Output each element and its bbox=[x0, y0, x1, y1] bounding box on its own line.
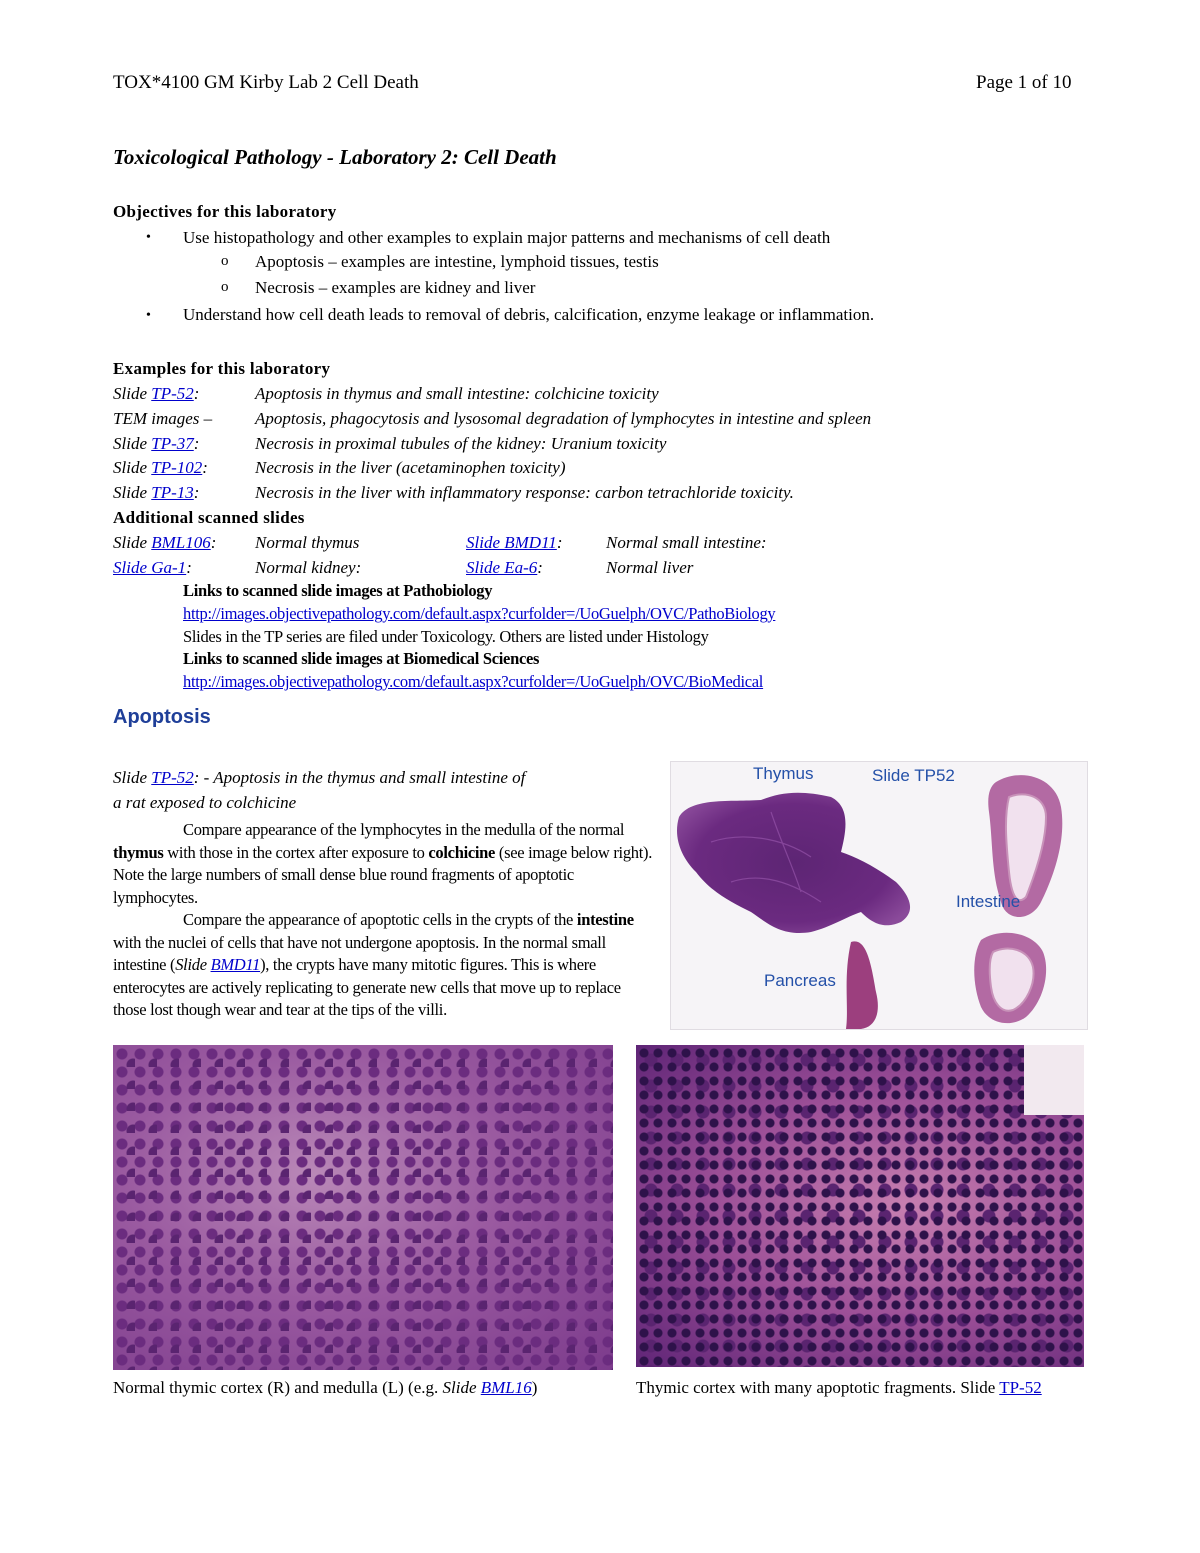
document-title: Toxicological Pathology - Laboratory 2: Cell Death bbox=[113, 145, 557, 169]
pathobiology-note: Slides in the TP series are filed under Toxicology. Others are listed under Histology bbox=[183, 627, 709, 646]
running-header-left: TOX*4100 GM Kirby Lab 2 Cell Death bbox=[113, 72, 419, 93]
biomedical-link[interactable]: http://images.objectivepathology.com/default.aspx?curfolder=/UoGuelph/OVC/BioMedical bbox=[183, 672, 764, 691]
objective-item: Use histopathology and other examples to explain major patterns and mechanisms of cell death bbox=[183, 228, 831, 247]
apoptosis-slide-line-2: a rat exposed to colchicine bbox=[113, 793, 297, 812]
image-white-corner bbox=[1024, 1045, 1084, 1115]
slide-link-ea6[interactable]: Slide Ea-6 bbox=[466, 558, 538, 577]
label-thymus: Thymus bbox=[753, 764, 814, 783]
additional-heading: Additional scanned slides bbox=[113, 508, 305, 527]
additional-row: Slide Ga-1: bbox=[113, 558, 192, 577]
slide-link-tp52-caption[interactable]: TP-52 bbox=[999, 1378, 1042, 1397]
pathobiology-link[interactable]: http://images.objectivepathology.com/default.aspx?curfolder=/UoGuelph/OVC/PathoBiology bbox=[183, 604, 776, 623]
slide-link-bml16[interactable]: BML16 bbox=[480, 1378, 532, 1397]
example-desc: Apoptosis in thymus and small intestine: colchicine toxicity bbox=[255, 384, 659, 403]
examples-heading: Examples for this laboratory bbox=[113, 359, 331, 378]
slide-link-tp13[interactable]: TP-13 bbox=[151, 483, 194, 502]
slide-link-tp37[interactable]: TP-37 bbox=[151, 434, 194, 453]
caption-left: Normal thymic cortex (R) and medulla (L) (e.g. Slide BML16) bbox=[113, 1378, 538, 1397]
apoptosis-slide-line: Slide TP-52: - Apoptosis in the thymus and small intestine of bbox=[113, 768, 526, 787]
example-desc: Necrosis in the liver (acetaminophen toxicity) bbox=[255, 458, 566, 477]
pathobiology-heading: Links to scanned slide images at Pathobiology bbox=[183, 581, 493, 600]
label-pancreas: Pancreas bbox=[764, 971, 836, 990]
page-number: Page 1 of 10 bbox=[976, 72, 1072, 93]
apoptosis-paragraph-2: Compare the appearance of apoptotic cells in the crypts of the intestine with the nuclei of cells that have not undergone apoptosis. In the normal small intestine (Slide BMD11), the crypts have many mitotic figures. This is where enterocytes are actively replicating to generate new cells that move up to replace those lost though wear and tear at the tips of the villi. bbox=[113, 910, 634, 1020]
objective-subitem: Necrosis – examples are kidney and liver bbox=[255, 278, 536, 297]
example-row: TEM images – bbox=[113, 409, 213, 428]
pancreas-tissue bbox=[846, 941, 878, 1029]
bullet-icon: • bbox=[146, 308, 151, 323]
additional-row: Slide BML106: bbox=[113, 533, 217, 552]
overview-slide-figure bbox=[671, 762, 1087, 1029]
overview-slide-image bbox=[670, 761, 1088, 1030]
label-intestine: Intestine bbox=[956, 892, 1021, 911]
label-slide-tp52: Slide TP52 bbox=[872, 766, 955, 785]
example-desc: Necrosis in proximal tubules of the kidney: Uranium toxicity bbox=[255, 434, 667, 453]
caption-right: Thymic cortex with many apoptotic fragments. Slide TP-52 bbox=[636, 1378, 1042, 1397]
example-row: Slide TP-37: bbox=[113, 434, 200, 453]
slide-link-bmd11[interactable]: Slide BMD11 bbox=[466, 533, 557, 552]
objectives-heading: Objectives for this laboratory bbox=[113, 202, 337, 221]
apoptosis-heading: Apoptosis bbox=[113, 706, 211, 728]
bullet-icon: • bbox=[146, 230, 151, 245]
sub-bullet-icon: o bbox=[221, 253, 229, 269]
slide-link-tp52[interactable]: TP-52 bbox=[151, 384, 194, 403]
objective-item: Understand how cell death leads to removal of debris, calcification, enzyme leakage or inflammation. bbox=[183, 305, 875, 324]
objective-subitem: Apoptosis – examples are intestine, lymphoid tissues, testis bbox=[255, 252, 659, 271]
example-row: Slide TP-52: bbox=[113, 384, 200, 403]
additional-desc: Normal small intestine: bbox=[606, 533, 767, 552]
apoptotic-thymus-image bbox=[636, 1045, 1084, 1367]
example-desc: Necrosis in the liver with inflammatory response: carbon tetrachloride toxicity. bbox=[255, 483, 794, 502]
thymus-tissue bbox=[677, 793, 910, 933]
sub-bullet-icon: o bbox=[221, 279, 229, 295]
example-row: Slide TP-13: bbox=[113, 483, 200, 502]
example-desc: Apoptosis, phagocytosis and lysosomal degradation of lymphocytes in intestine and spleen bbox=[255, 409, 872, 428]
additional-desc: Normal thymus bbox=[255, 533, 360, 552]
biomedical-heading: Links to scanned slide images at Biomedical Sciences bbox=[183, 649, 540, 668]
additional-row: Slide BMD11: bbox=[466, 533, 563, 552]
additional-desc: Normal liver bbox=[606, 558, 694, 577]
slide-link-tp102[interactable]: TP-102 bbox=[151, 458, 203, 477]
example-row: Slide TP-102: bbox=[113, 458, 208, 477]
slide-link-bmd11-inline[interactable]: BMD11 bbox=[210, 955, 261, 975]
apoptosis-paragraph-1: Compare appearance of the lymphocytes in the medulla of the normal thymus with those in the cortex after exposure to colchicine (see image below right). Note the large numbers of small dense blue round fragments of apoptotic lymphocytes. bbox=[113, 820, 653, 907]
additional-desc: Normal kidney: bbox=[255, 558, 362, 577]
slide-link-bml106[interactable]: BML106 bbox=[151, 533, 211, 552]
normal-thymus-image bbox=[113, 1045, 613, 1370]
slide-link-tp52-apoptosis[interactable]: TP-52 bbox=[151, 768, 194, 787]
additional-row: Slide Ea-6: bbox=[466, 558, 543, 577]
slide-link-ga1[interactable]: Slide Ga-1 bbox=[113, 558, 187, 577]
